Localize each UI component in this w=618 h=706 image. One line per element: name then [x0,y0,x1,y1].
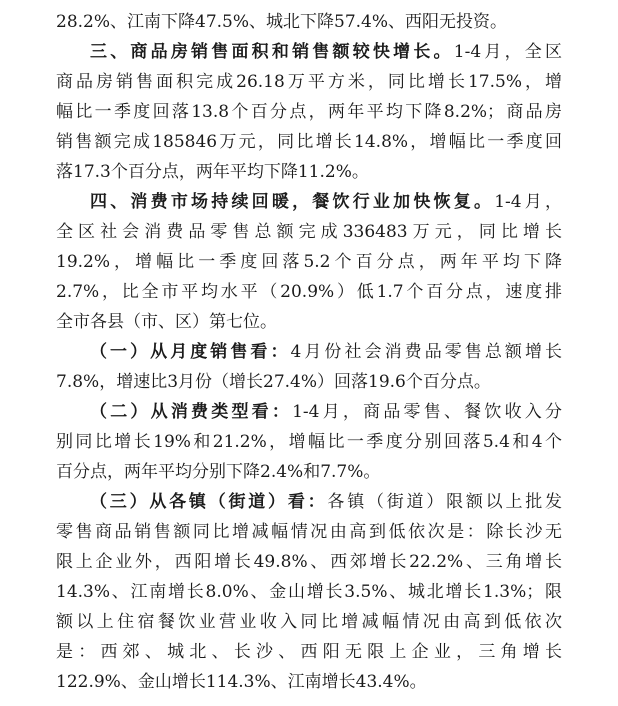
text-line [56,187,562,217]
text-run: 别同比增长19%和21.2%，增幅比一季度分别回落5.4和4个 [56,432,562,452]
text-line [56,517,562,547]
text-line [56,637,562,667]
text-run: 122.9%、金山增长114.3%、江南增长43.4%。 [56,672,427,692]
text-run: 19.2%，增幅比一季度回落5.2个百分点，两年平均下降 [56,252,562,272]
text-line [56,37,562,67]
text-line [56,247,562,277]
text-line [56,217,562,247]
text-run: 落17.3个百分点，两年平均下降11.2%。 [56,162,369,182]
section-heading: （二）从消费类型看： [90,402,293,422]
text-run: 7.8%，增速比3月份（增长27.4%）回落19.6个百分点。 [56,372,491,392]
paragraph [56,487,562,697]
text-run: 2.7%，比全市平均水平（20.9%）低1.7个百分点，速度排 [56,282,562,302]
text-run: 销售额完成185846万元，同比增长14.8%，增幅比一季度回 [56,132,562,152]
text-line [56,307,562,337]
text-run: 百分点，两年平均分别下降2.4%和7.7%。 [56,462,381,482]
text-line [56,337,562,367]
text-line [56,667,562,697]
text-line [56,67,562,97]
text-line [56,97,562,127]
section-heading: 三、商品房销售面积和销售额较快增长。 [90,42,454,62]
text-run: 是：西郊、城北、长沙、西阳无限上企业，三角增长 [56,642,562,662]
section-heading: 四、消费市场持续回暖，餐饮行业加快恢复。 [90,192,495,212]
text-line [56,127,562,157]
text-run: 额以上住宿餐饮业营业收入同比增减幅情况由高到低依次 [56,612,562,632]
paragraph [56,37,562,187]
text-line [56,397,562,427]
text-line [56,157,562,187]
text-line [56,487,562,517]
text-run: 14.3%、江南增长8.0%、金山增长3.5%、城北增长1.3%；限 [56,582,562,602]
text-run: 全市各县（市、区）第七位。 [56,312,277,332]
text-run: 1-4月，全区 [453,42,562,62]
text-run: 1-4月，商品零售、餐饮收入分 [292,402,562,422]
text-line [56,277,562,307]
text-line [56,577,562,607]
text-run: 商品房销售面积完成26.18万平方米，同比增长17.5%，增 [56,72,562,92]
paragraph [56,397,562,487]
text-line [56,607,562,637]
text-line [56,457,562,487]
text-line [56,427,562,457]
document-body [56,7,562,697]
text-run: 4月份社会消费品零售总额增长 [290,342,562,362]
text-line [56,7,562,37]
text-run: 限上企业外，西阳增长49.8%、西郊增长22.2%、三角增长 [56,552,562,572]
section-heading: （三）从各镇（街道）看： [90,492,328,512]
text-run: 各镇（街道）限额以上批发 [327,492,562,512]
paragraph [56,337,562,397]
text-run: 28.2%、江南下降47.5%、城北下降57.4%、西阳无投资。 [56,12,508,32]
text-line [56,547,562,577]
text-run: 零售商品销售额同比增减幅情况由高到低依次是：除长沙无 [56,522,562,542]
paragraph [56,7,562,37]
text-run: 全区社会消费品零售总额完成336483万元，同比增长 [56,222,562,242]
text-run: 1-4月， [494,192,562,212]
text-line [56,367,562,397]
text-run: 幅比一季度回落13.8个百分点，两年平均下降8.2%；商品房 [56,102,562,122]
paragraph [56,187,562,337]
section-heading: （一）从月度销售看： [90,342,291,362]
